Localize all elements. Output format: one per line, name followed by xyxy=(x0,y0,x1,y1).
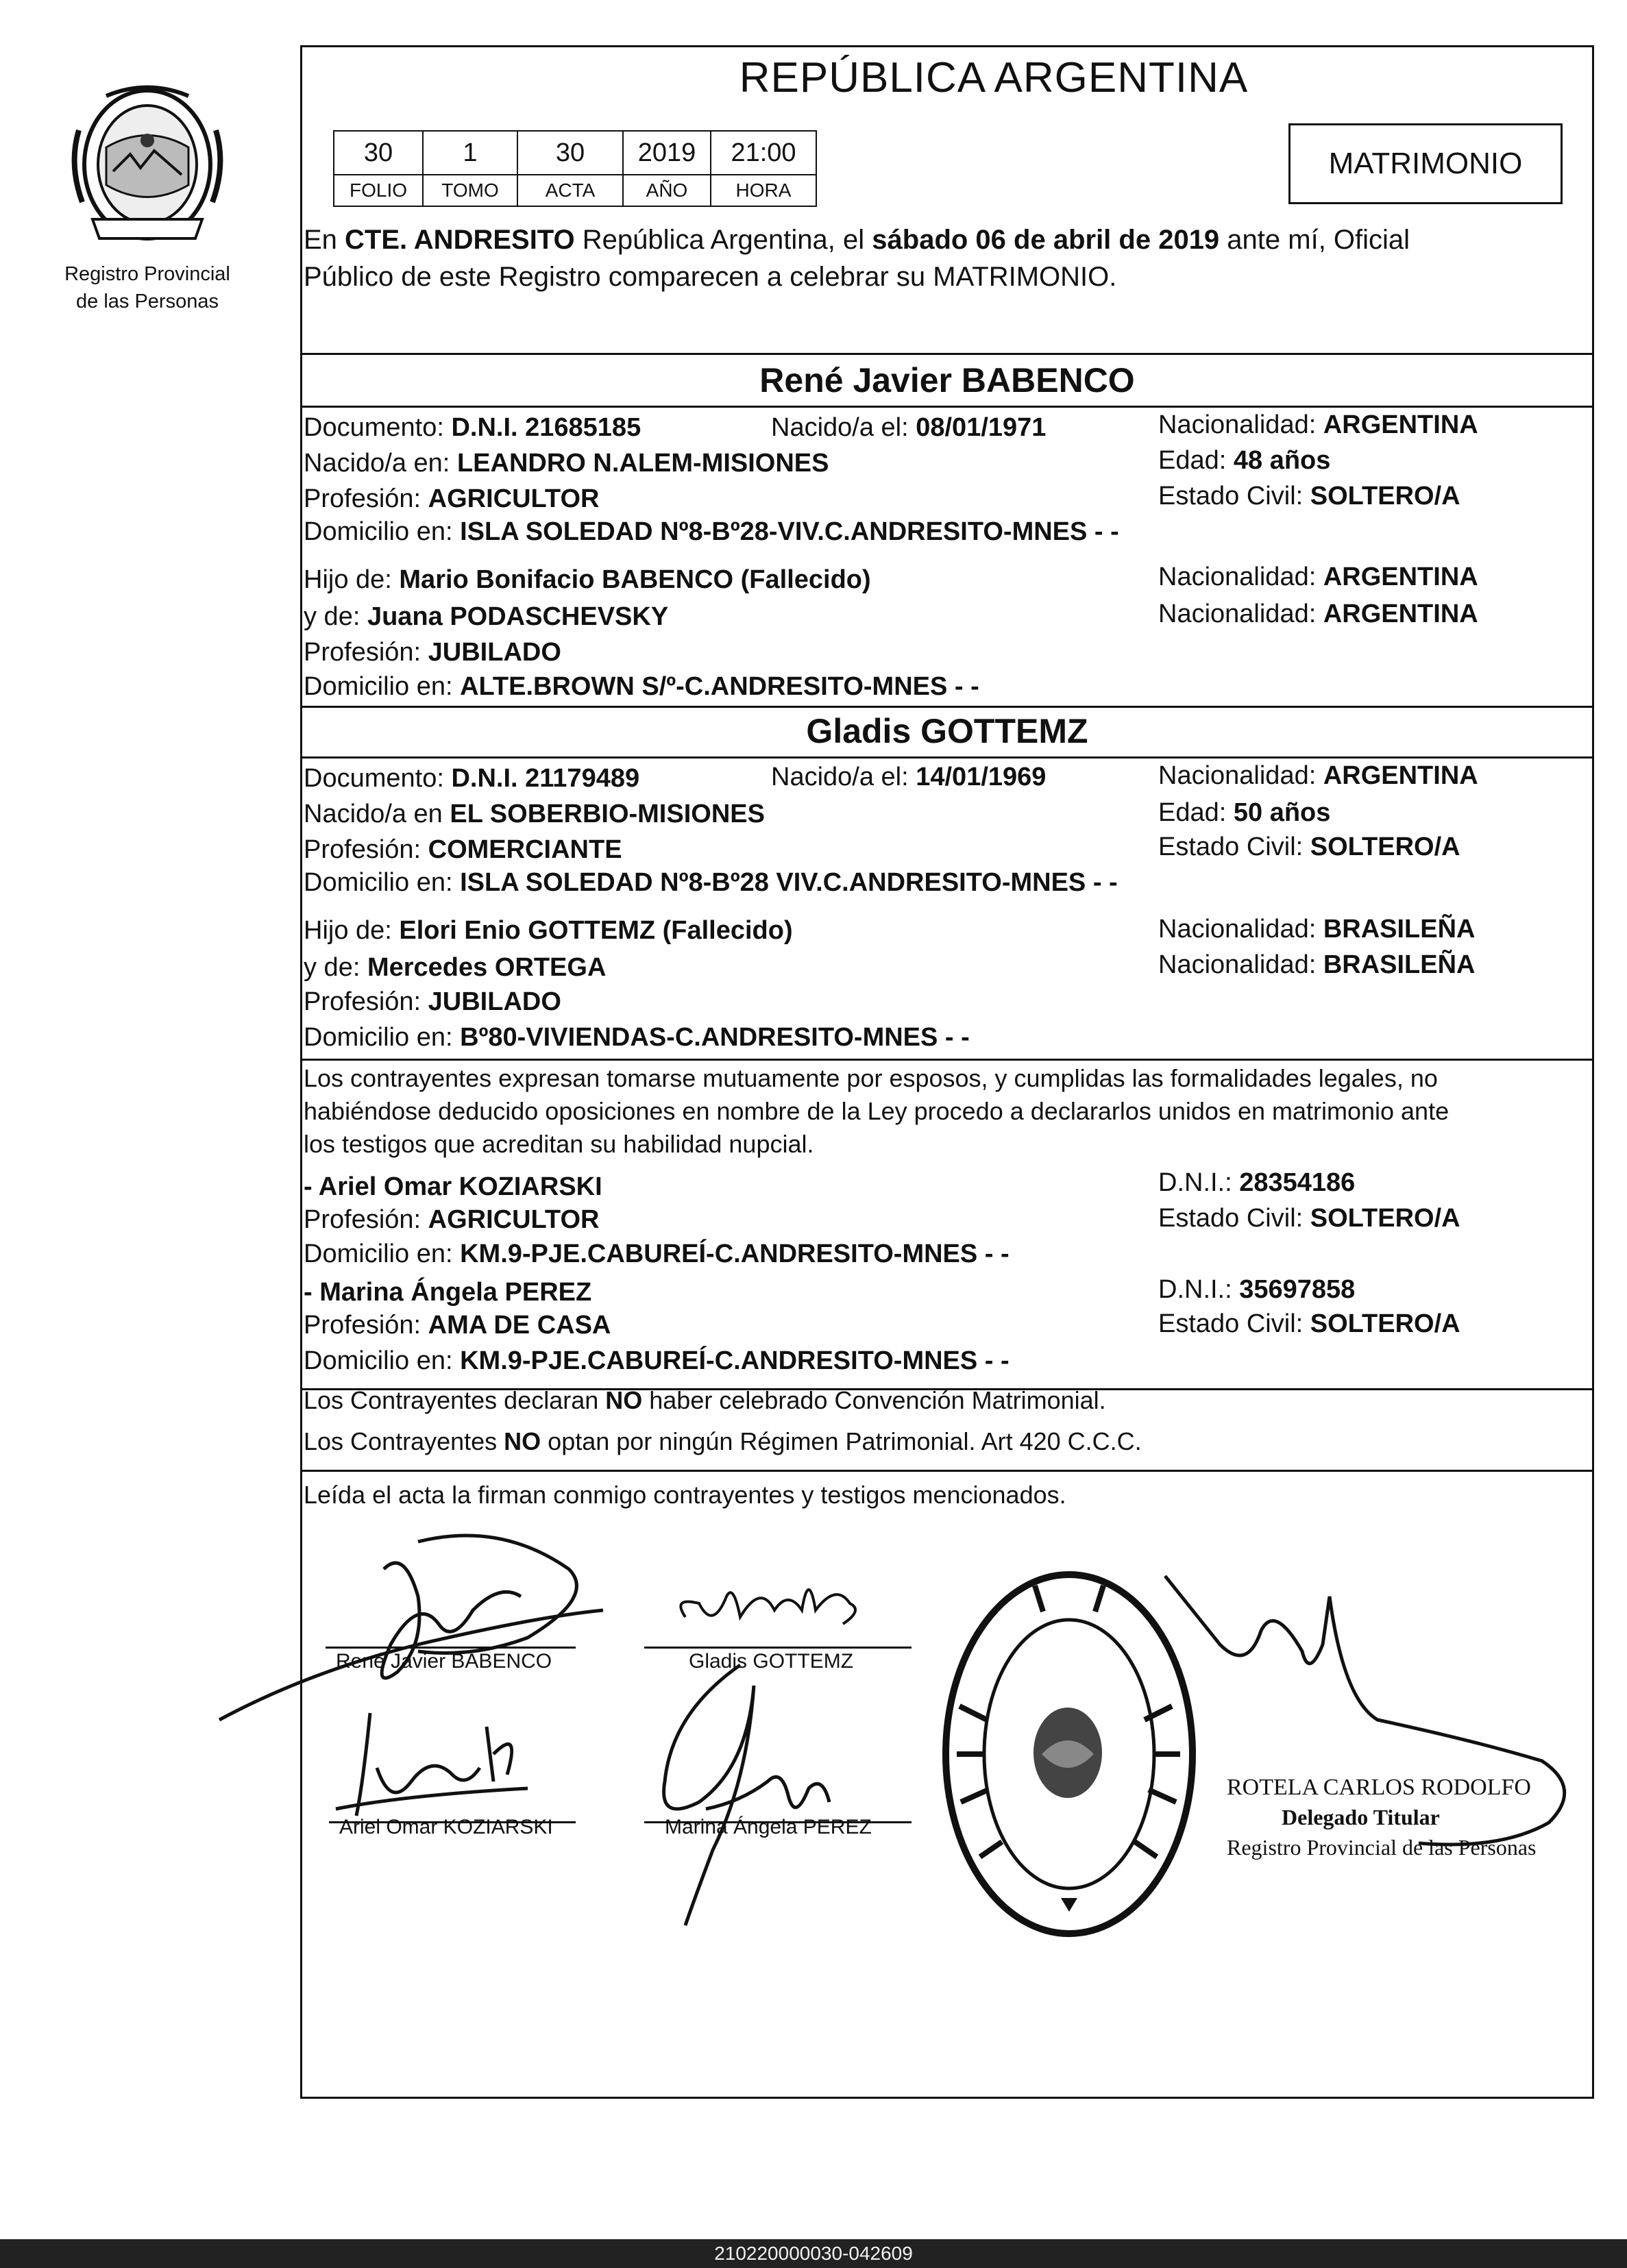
declaracion-line2: habiéndose deducido oposiciones en nombre de la Ley procedo a declararlos unidos en matrimonio ante xyxy=(304,1097,1449,1125)
divider xyxy=(300,353,1594,355)
c2-nacionalidad: Nacionalidad: ARGENTINA xyxy=(1158,761,1478,790)
tomo-value: 1 xyxy=(423,131,517,175)
c1-nacionalidad: Nacionalidad: ARGENTINA xyxy=(1158,410,1478,439)
folio-label: FOLIO xyxy=(334,175,423,206)
c1-madre: y de: Juana PODASCHEVSKY xyxy=(304,602,669,631)
divider xyxy=(300,706,1594,708)
hora-value: 21:00 xyxy=(711,131,816,175)
official-name: ROTELA CARLOS RODOLFO xyxy=(1227,1775,1531,1800)
seal-caption-line1: Registro Provincial xyxy=(64,263,230,285)
c1-profesion: Profesión: AGRICULTOR xyxy=(304,484,600,513)
anio-value: 2019 xyxy=(623,131,711,175)
testigo2-domicilio: Domicilio en: KM.9-PJE.CABUREÍ-C.ANDRESITO-MNES - - xyxy=(304,1346,1010,1375)
c2-profesion: Profesión: COMERCIANTE xyxy=(304,835,622,864)
c1-domicilio: Domicilio en: ISLA SOLEDAD Nº8-Bº28-VIV.C.ANDRESITO-MNES - - xyxy=(304,517,1119,546)
c1-padres-domicilio: Domicilio en: ALTE.BROWN S/º-C.ANDRESITO-MNES - - xyxy=(304,672,979,701)
c2-padres-profesion: Profesión: JUBILADO xyxy=(304,987,561,1016)
seal-caption-line2: de las Personas xyxy=(76,291,219,312)
c2-estado-civil: Estado Civil: SOLTERO/A xyxy=(1158,833,1460,861)
c1-nacido-en: Nacido/a en: LEANDRO N.ALEM-MISIONES xyxy=(304,449,829,478)
testigo2-profesion: Profesión: AMA DE CASA xyxy=(304,1311,611,1340)
signature-label-testigo1: Ariel Omar KOZIARSKI xyxy=(339,1816,553,1838)
signature-contrayente2 xyxy=(672,1555,877,1644)
c2-madre: y de: Mercedes ORTEGA xyxy=(304,953,607,982)
c2-padre: Hijo de: Elori Enio GOTTEMZ (Fallecido) xyxy=(304,916,793,945)
intro-line2: Público de este Registro comparecen a celebrar su MATRIMONIO. xyxy=(304,262,1117,292)
c2-padre-nacionalidad: Nacionalidad: BRASILEÑA xyxy=(1158,915,1476,944)
c2-edad: Edad: 50 años xyxy=(1158,798,1331,827)
declaracion-line3: los testigos que acreditan su habilidad nupcial. xyxy=(304,1130,814,1158)
testigo1-dni: D.N.I.: 28354186 xyxy=(1158,1168,1356,1197)
official-organization: Registro Provincial de las Personas xyxy=(1227,1835,1537,1860)
c2-padres-domicilio: Domicilio en: Bº80-VIVIENDAS-C.ANDRESITO-MNES - - xyxy=(304,1023,970,1052)
c1-padres-profesion: Profesión: JUBILADO xyxy=(304,638,561,667)
signature-line-contrayente1 xyxy=(326,1647,576,1649)
testigo2-dni: D.N.I.: 35697858 xyxy=(1158,1275,1356,1304)
folio-value: 30 xyxy=(334,131,423,175)
divider xyxy=(300,406,1594,408)
declaracion-line1: Los contrayentes expresan tomarse mutuamente por esposos, y cumplidas las formalidades legales, no xyxy=(304,1064,1438,1092)
c1-edad: Edad: 48 años xyxy=(1158,446,1331,475)
contrayente2-name: Gladis GOTTEMZ xyxy=(806,712,1088,750)
document-barcode-number: 210220000030-042609 xyxy=(0,2239,1627,2268)
divider xyxy=(300,756,1594,759)
c1-nacido-el: Nacido/a el: 08/01/1971 xyxy=(771,413,1047,442)
divider xyxy=(300,1059,1594,1061)
divider xyxy=(300,1470,1594,1472)
signature-label-testigo2: Marina Ángela PEREZ xyxy=(665,1816,872,1838)
document-title: REPÚBLICA ARGENTINA xyxy=(739,54,1249,101)
testigo1-domicilio: Domicilio en: KM.9-PJE.CABUREÍ-C.ANDRESITO-MNES - - xyxy=(304,1240,1010,1268)
c2-madre-nacionalidad: Nacionalidad: BRASILEÑA xyxy=(1158,950,1476,979)
c2-domicilio: Domicilio en: ISLA SOLEDAD Nº8-Bº28 VIV.C.ANDRESITO-MNES - - xyxy=(304,868,1118,897)
c1-documento: Documento: D.N.I. 21685185 xyxy=(304,413,641,442)
testigo1-name: - Ariel Omar KOZIARSKI xyxy=(304,1172,602,1201)
convencion-line2: Los Contrayentes NO optan por ningún Régimen Patrimonial. Art 420 C.C.C. xyxy=(304,1427,1142,1455)
hora-label: HORA xyxy=(711,175,816,206)
official-role: Delegado Titular xyxy=(1282,1805,1440,1829)
closing-text: Leída el acta la firman conmigo contrayentes y testigos mencionados. xyxy=(304,1481,1066,1509)
intro-line1: En CTE. ANDRESITO República Argentina, el sábado 06 de abril de 2019 ante mí, Oficial xyxy=(304,225,1410,255)
contrayente1-name: René Javier BABENCO xyxy=(759,361,1135,399)
signature-testigo2 xyxy=(644,1644,850,1932)
testigo1-estado-civil: Estado Civil: SOLTERO/A xyxy=(1158,1204,1460,1233)
record-type-box: MATRIMONIO xyxy=(1288,123,1563,204)
testigo1-profesion: Profesión: AGRICULTOR xyxy=(304,1205,600,1234)
c1-padre: Hijo de: Mario Bonifacio BABENCO (Fallecido) xyxy=(304,565,871,594)
c2-documento: Documento: D.N.I. 21179489 xyxy=(304,764,640,793)
signature-label-contrayente2: Gladis GOTTEMZ xyxy=(689,1650,854,1673)
acta-label: ACTA xyxy=(517,175,623,206)
tomo-label: TOMO xyxy=(423,175,517,206)
c2-nacido-el: Nacido/a el: 14/01/1969 xyxy=(771,763,1047,791)
anio-label: AÑO xyxy=(623,175,711,206)
convencion-line1: Los Contrayentes declaran NO haber celebrado Convención Matrimonial. xyxy=(304,1386,1106,1414)
signature-label-contrayente1: René Javier BABENCO xyxy=(336,1650,552,1673)
c1-padre-nacionalidad: Nacionalidad: ARGENTINA xyxy=(1158,563,1478,591)
c1-estado-civil: Estado Civil: SOLTERO/A xyxy=(1158,482,1460,510)
record-fields-table xyxy=(333,130,817,207)
c1-madre-nacionalidad: Nacionalidad: ARGENTINA xyxy=(1158,600,1478,628)
misiones-crest-emblem xyxy=(65,82,230,247)
acta-value: 30 xyxy=(517,131,623,175)
testigo2-estado-civil: Estado Civil: SOLTERO/A xyxy=(1158,1309,1460,1338)
testigo2-name: - Marina Ángela PEREZ xyxy=(304,1278,592,1307)
c2-nacido-en: Nacido/a en EL SOBERBIO-MISIONES xyxy=(304,800,765,828)
